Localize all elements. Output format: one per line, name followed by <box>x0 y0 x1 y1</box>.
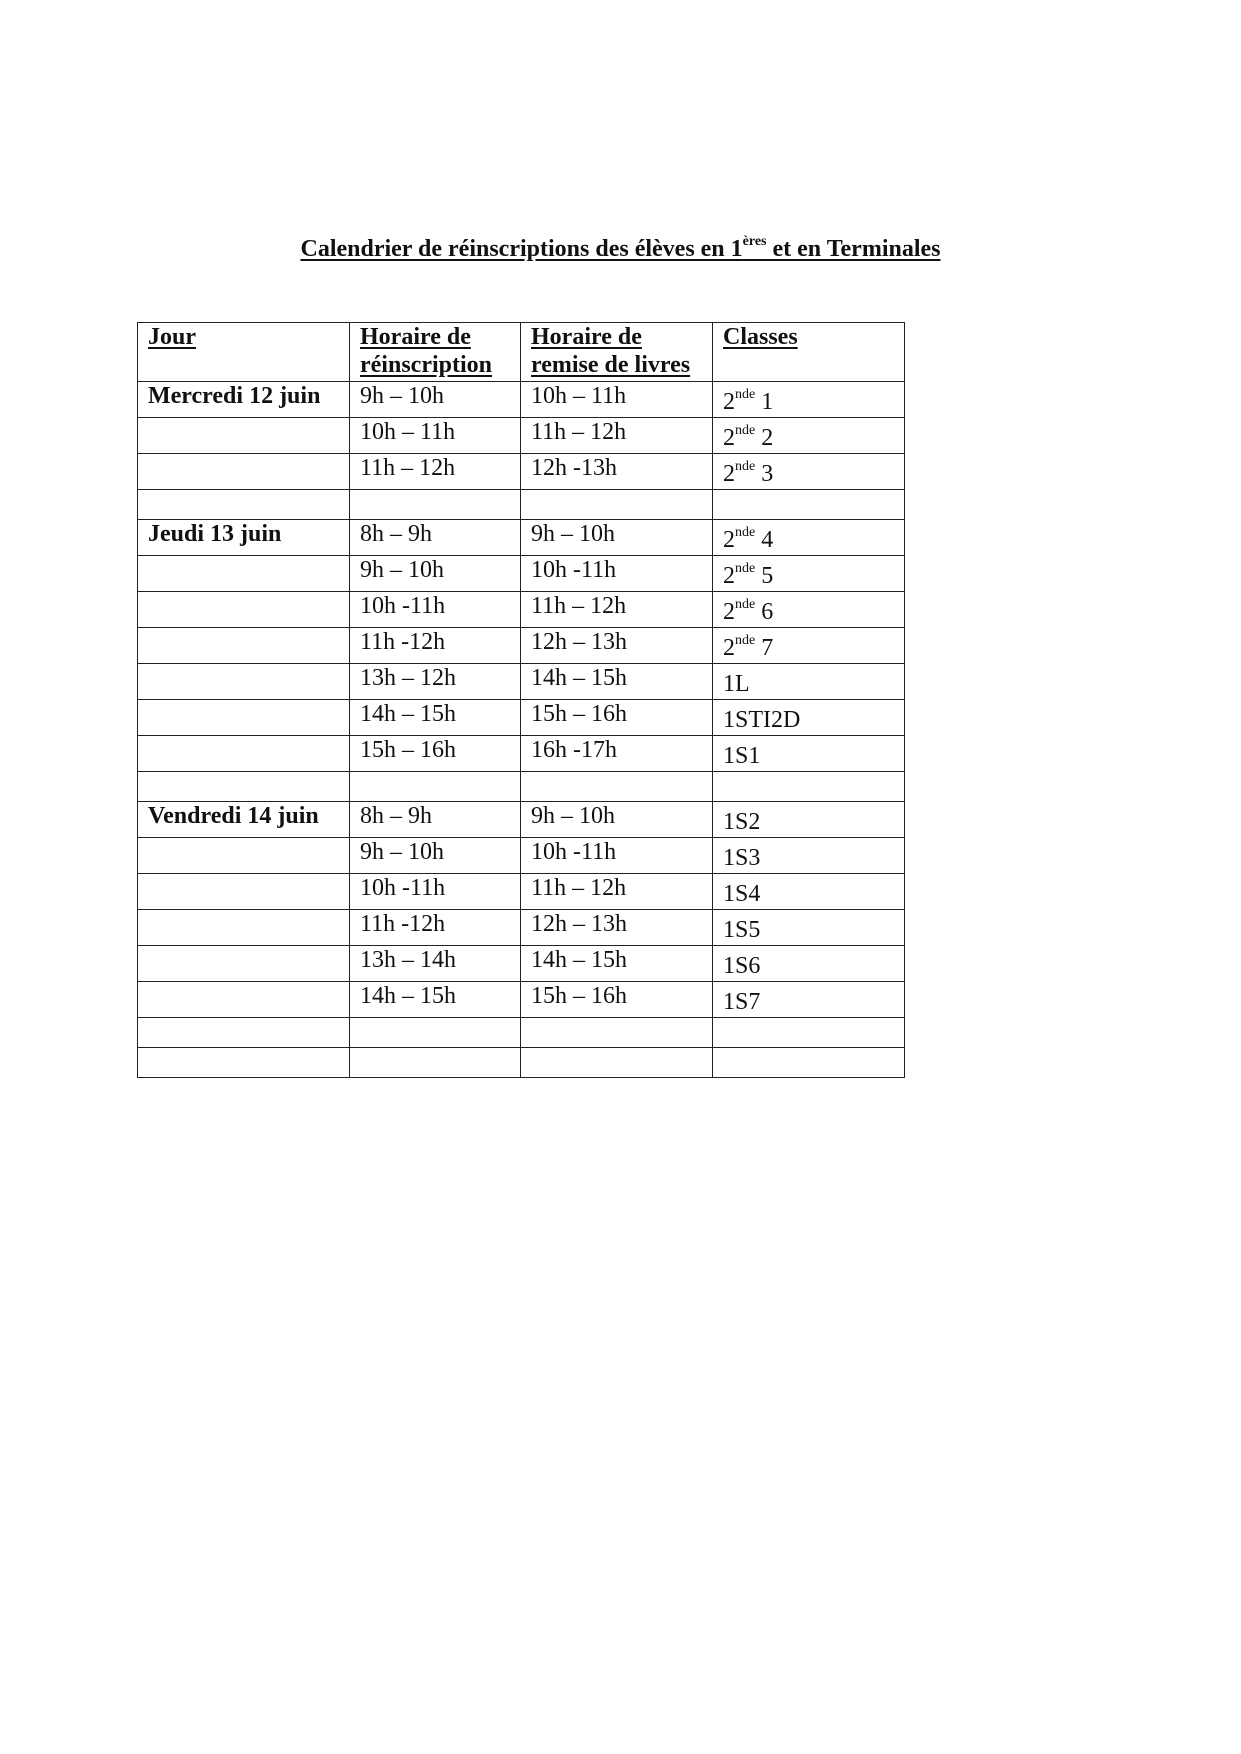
day-cell <box>138 454 350 490</box>
class-main: 1L <box>723 671 750 697</box>
reinscription-time-cell: 14h – 15h <box>350 982 521 1018</box>
day-cell <box>138 664 350 700</box>
table-row <box>138 418 905 454</box>
class-cell <box>713 874 905 910</box>
reinscription-time-cell: 10h – 11h <box>350 418 521 454</box>
day-cell <box>138 1018 350 1048</box>
book-return-time-cell: 14h – 15h <box>521 664 713 700</box>
class-main: 1S5 <box>723 917 761 943</box>
class-number: 6 <box>755 599 774 625</box>
book-return-time-cell <box>521 772 713 802</box>
class-main: 1S6 <box>723 953 761 979</box>
reinscription-time-cell <box>350 1048 521 1078</box>
book-return-time-cell: 10h – 11h <box>521 382 713 418</box>
table-row <box>138 382 905 418</box>
reinscription-time-cell: 10h -11h <box>350 592 521 628</box>
table-row <box>138 838 905 874</box>
class-main: 1S3 <box>723 845 761 871</box>
reinscription-time-cell: 13h – 14h <box>350 946 521 982</box>
class-number: 5 <box>755 563 774 589</box>
book-return-time-cell: 12h – 13h <box>521 910 713 946</box>
reinscription-time-cell: 9h – 10h <box>350 556 521 592</box>
table-row <box>138 1048 905 1078</box>
day-cell <box>138 556 350 592</box>
table-row <box>138 490 905 520</box>
reinscription-time-cell: 11h -12h <box>350 910 521 946</box>
reinscription-time-cell: 13h – 12h <box>350 664 521 700</box>
day-cell <box>138 772 350 802</box>
book-return-time-cell: 16h -17h <box>521 736 713 772</box>
book-return-time-cell <box>521 1018 713 1048</box>
class-cell <box>713 592 905 628</box>
class-main: 2 <box>723 563 735 589</box>
table-row <box>138 664 905 700</box>
reinscription-time-cell <box>350 490 521 520</box>
table-row <box>138 874 905 910</box>
table-row <box>138 592 905 628</box>
table-row <box>138 946 905 982</box>
book-return-time-cell: 11h – 12h <box>521 592 713 628</box>
class-main: 1STI2D <box>723 707 801 733</box>
reinscription-time-cell: 9h – 10h <box>350 382 521 418</box>
reinscription-time-cell <box>350 772 521 802</box>
class-superscript: nde <box>735 597 756 612</box>
class-number: 4 <box>755 527 774 553</box>
class-superscript: nde <box>735 561 756 576</box>
header-horaire-livres: Horaire de remise de livres <box>521 323 713 382</box>
class-cell <box>713 418 905 454</box>
class-number: 1 <box>755 389 774 415</box>
class-number: 7 <box>755 635 774 661</box>
class-cell <box>713 1048 905 1078</box>
table-row <box>138 772 905 802</box>
title-rest: et en Terminales <box>766 236 941 262</box>
class-cell <box>713 1018 905 1048</box>
table-row <box>138 520 905 556</box>
title-superscript: ères <box>742 234 767 249</box>
reinscription-time-cell: 14h – 15h <box>350 700 521 736</box>
class-cell <box>713 946 905 982</box>
class-superscript: nde <box>735 459 756 474</box>
class-superscript: nde <box>735 387 756 402</box>
book-return-time-cell: 11h – 12h <box>521 418 713 454</box>
book-return-time-cell: 10h -11h <box>521 556 713 592</box>
table-row <box>138 454 905 490</box>
day-cell <box>138 838 350 874</box>
class-main: 2 <box>723 389 735 415</box>
class-cell <box>713 838 905 874</box>
class-main: 1S7 <box>723 989 761 1015</box>
schedule-table-body <box>138 323 905 1078</box>
page-title <box>0 236 1241 263</box>
page-title-text <box>300 236 940 262</box>
reinscription-time-cell: 9h – 10h <box>350 838 521 874</box>
day-cell <box>138 874 350 910</box>
schedule-table <box>137 322 905 1078</box>
day-cell: Mercredi 12 juin <box>138 382 350 418</box>
class-cell <box>713 490 905 520</box>
class-main: 2 <box>723 425 735 451</box>
class-main: 2 <box>723 599 735 625</box>
day-cell <box>138 910 350 946</box>
header-classes: Classes <box>713 323 905 382</box>
class-cell <box>713 454 905 490</box>
class-number: 2 <box>755 425 774 451</box>
class-main: 2 <box>723 527 735 553</box>
reinscription-time-cell: 8h – 9h <box>350 520 521 556</box>
book-return-time-cell: 15h – 16h <box>521 982 713 1018</box>
day-cell: Jeudi 13 juin <box>138 520 350 556</box>
table-row <box>138 736 905 772</box>
table-row <box>138 982 905 1018</box>
class-cell <box>713 520 905 556</box>
day-cell <box>138 628 350 664</box>
class-cell <box>713 772 905 802</box>
class-superscript: nde <box>735 525 756 540</box>
book-return-time-cell: 10h -11h <box>521 838 713 874</box>
title-main: Calendrier de réinscriptions des élèves en 1 <box>300 236 743 262</box>
reinscription-time-cell: 11h – 12h <box>350 454 521 490</box>
table-row <box>138 1018 905 1048</box>
day-cell <box>138 418 350 454</box>
class-cell <box>713 982 905 1018</box>
table-row <box>138 556 905 592</box>
book-return-time-cell <box>521 1048 713 1078</box>
class-cell <box>713 736 905 772</box>
reinscription-time-cell: 8h – 9h <box>350 802 521 838</box>
class-superscript: nde <box>735 633 756 648</box>
class-main: 2 <box>723 635 735 661</box>
day-cell <box>138 736 350 772</box>
book-return-time-cell: 12h -13h <box>521 454 713 490</box>
day-cell <box>138 946 350 982</box>
book-return-time-cell: 15h – 16h <box>521 700 713 736</box>
class-cell <box>713 700 905 736</box>
day-cell <box>138 490 350 520</box>
class-superscript: nde <box>735 423 756 438</box>
book-return-time-cell: 12h – 13h <box>521 628 713 664</box>
class-number: 3 <box>755 461 774 487</box>
day-cell <box>138 1048 350 1078</box>
class-main: 1S1 <box>723 743 761 769</box>
class-cell <box>713 628 905 664</box>
day-cell: Vendredi 14 juin <box>138 802 350 838</box>
table-row <box>138 700 905 736</box>
class-cell <box>713 556 905 592</box>
table-row <box>138 802 905 838</box>
header-jour: Jour <box>138 323 350 382</box>
day-cell <box>138 700 350 736</box>
class-main: 1S2 <box>723 809 761 835</box>
book-return-time-cell: 14h – 15h <box>521 946 713 982</box>
class-cell <box>713 910 905 946</box>
table-row <box>138 910 905 946</box>
reinscription-time-cell: 11h -12h <box>350 628 521 664</box>
class-main: 2 <box>723 461 735 487</box>
book-return-time-cell <box>521 490 713 520</box>
table-row <box>138 628 905 664</box>
header-horaire-reinscription: Horaire de réinscription <box>350 323 521 382</box>
class-main: 1S4 <box>723 881 761 907</box>
reinscription-time-cell <box>350 1018 521 1048</box>
class-cell <box>713 802 905 838</box>
book-return-time-cell: 11h – 12h <box>521 874 713 910</box>
day-cell <box>138 982 350 1018</box>
reinscription-time-cell: 10h -11h <box>350 874 521 910</box>
book-return-time-cell: 9h – 10h <box>521 802 713 838</box>
class-cell <box>713 382 905 418</box>
day-cell <box>138 592 350 628</box>
class-cell <box>713 664 905 700</box>
book-return-time-cell: 9h – 10h <box>521 520 713 556</box>
table-header-row <box>138 323 905 382</box>
reinscription-time-cell: 15h – 16h <box>350 736 521 772</box>
